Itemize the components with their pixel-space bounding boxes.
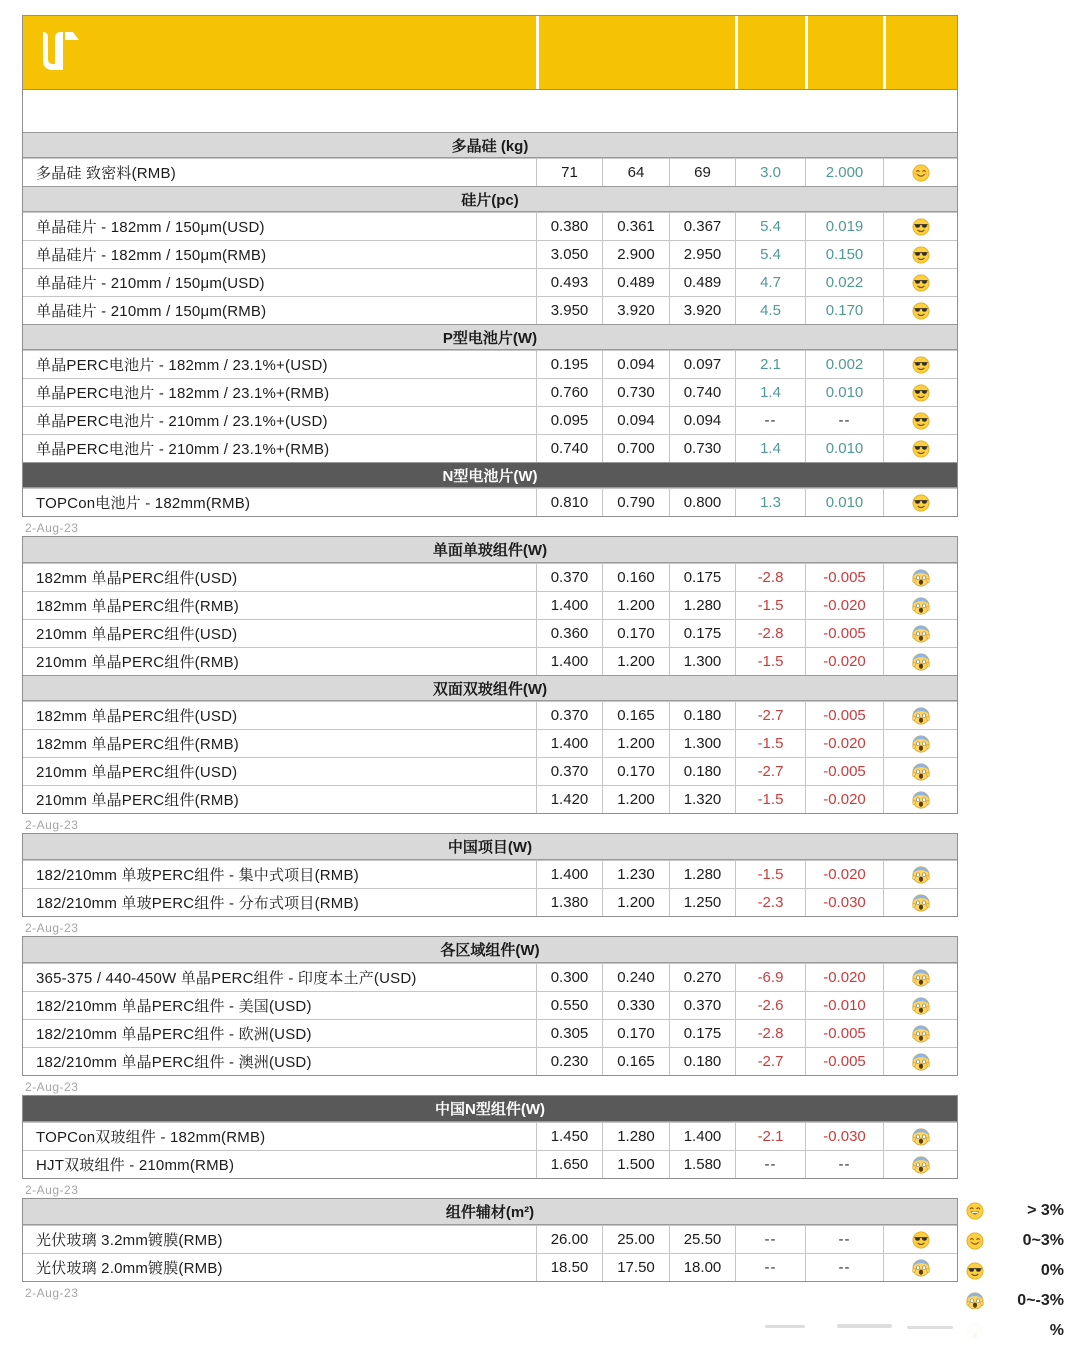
- price-high-cell: 0.380: [536, 213, 602, 240]
- cool-emoji-icon: [912, 384, 930, 402]
- price-avg-cell: 2.950: [669, 241, 735, 268]
- price-high-cell: 1.450: [536, 1123, 602, 1150]
- forecast-cell: [883, 592, 957, 619]
- scream-emoji-icon: [912, 997, 930, 1015]
- price-avg-cell: 0.097: [669, 351, 735, 378]
- price-avg-cell: 0.180: [669, 1048, 735, 1075]
- change-pct-cell: -2.6: [735, 992, 805, 1019]
- price-avg-cell: 0.175: [669, 1020, 735, 1047]
- price-avg-cell: 0.270: [669, 964, 735, 991]
- date-stamp: 2-Aug-23: [25, 521, 79, 535]
- price-high-cell: 0.493: [536, 269, 602, 296]
- scream-emoji-icon: [912, 969, 930, 987]
- product-name-cell: 182/210mm 单玻PERC组件 - 分布式项目(RMB): [36, 895, 359, 912]
- price-high-cell: 0.300: [536, 964, 602, 991]
- scream-emoji-icon: [912, 1259, 930, 1277]
- scream-emoji-icon: [912, 894, 930, 912]
- product-name-cell: 210mm 单晶PERC组件(USD): [36, 764, 238, 781]
- product-name-cell: 182mm 单晶PERC组件(USD): [36, 708, 238, 725]
- change-usd-cell: 0.150: [805, 241, 883, 268]
- price-high-cell: 26.00: [536, 1226, 602, 1253]
- scream-emoji-icon: [912, 707, 930, 725]
- change-pct-cell: -1.5: [735, 592, 805, 619]
- legend-label: > 3%: [1027, 1202, 1064, 1219]
- change-usd-cell: -0.020: [805, 964, 883, 991]
- table-row: [23, 434, 957, 462]
- change-usd-cell: -0.005: [805, 564, 883, 591]
- price-low-cell: 1.200: [602, 592, 669, 619]
- price-low-cell: 25.00: [602, 1226, 669, 1253]
- table-row: [23, 729, 957, 757]
- price-high-cell: 0.550: [536, 992, 602, 1019]
- price-low-cell: 0.700: [602, 435, 669, 462]
- cool-emoji-icon: [912, 412, 930, 430]
- table-group: [22, 536, 958, 814]
- cool-emoji-icon: [912, 494, 930, 512]
- table-row: [23, 991, 957, 1019]
- change-pct-cell: -2.7: [735, 1048, 805, 1075]
- change-usd-cell: -0.005: [805, 1020, 883, 1047]
- cool-emoji-icon: [912, 218, 930, 236]
- scream-emoji-icon: [912, 569, 930, 587]
- change-pct-cell: -2.1: [735, 1123, 805, 1150]
- scream-emoji-icon: [912, 625, 930, 643]
- date-stamp: 2-Aug-23: [25, 1080, 79, 1094]
- price-avg-cell: 0.489: [669, 269, 735, 296]
- forecast-cell: [883, 407, 957, 434]
- price-avg-cell: 1.320: [669, 786, 735, 813]
- table-row: [23, 1047, 957, 1075]
- change-pct-cell: -2.8: [735, 564, 805, 591]
- legend-label: 0~3%: [1022, 1232, 1064, 1249]
- price-low-cell: 0.730: [602, 379, 669, 406]
- change-pct-cell: -2.7: [735, 702, 805, 729]
- table-row: [23, 701, 957, 729]
- product-name-cell: 182mm 单晶PERC组件(USD): [36, 570, 238, 587]
- product-name-cell: 182/210mm 单晶PERC组件 - 美国(USD): [36, 998, 312, 1015]
- section-header: N型电池片(W): [23, 462, 957, 488]
- price-avg-cell: 69: [669, 159, 735, 186]
- table-row: [23, 268, 957, 296]
- change-pct-cell: -2.7: [735, 758, 805, 785]
- forecast-cell: [883, 786, 957, 813]
- change-pct-cell: 1.4: [735, 379, 805, 406]
- product-name-cell: 182mm 单晶PERC组件(RMB): [36, 598, 239, 615]
- change-pct-cell: -1.5: [735, 648, 805, 675]
- table-row: [23, 563, 957, 591]
- section-header: 中国N型组件(W): [23, 1096, 957, 1122]
- price-avg-cell: 0.094: [669, 407, 735, 434]
- price-low-cell: 1.200: [602, 889, 669, 916]
- change-pct-cell: -2.8: [735, 1020, 805, 1047]
- price-high-cell: 0.740: [536, 435, 602, 462]
- change-usd-cell: 2.000: [805, 159, 883, 186]
- forecast-cell: [883, 241, 957, 268]
- product-name-cell: 单晶PERC电池片 - 182mm / 23.1%+(RMB): [36, 385, 330, 402]
- scream-emoji-icon: [912, 653, 930, 671]
- change-usd-cell: -0.005: [805, 702, 883, 729]
- table-row: [23, 1122, 957, 1150]
- price-low-cell: 0.170: [602, 620, 669, 647]
- scream-emoji-icon: [912, 866, 930, 884]
- table-row: [23, 240, 957, 268]
- product-name-cell: 365-375 / 440-450W 单晶PERC组件 - 印度本土产(USD): [36, 970, 417, 987]
- change-pct-cell: 4.7: [735, 269, 805, 296]
- table-group: [22, 15, 958, 517]
- forecast-cell: [883, 620, 957, 647]
- price-avg-cell: 0.175: [669, 620, 735, 647]
- table-row: [23, 1019, 957, 1047]
- legend-item: [952, 1226, 1068, 1256]
- price-high-cell: 1.650: [536, 1151, 602, 1178]
- change-pct-cell: -1.5: [735, 861, 805, 888]
- price-high-cell: 0.370: [536, 702, 602, 729]
- price-low-cell: 1.230: [602, 861, 669, 888]
- table-group: [22, 1198, 958, 1282]
- price-avg-cell: 0.175: [669, 564, 735, 591]
- product-name-cell: TOPCon双玻组件 - 182mm(RMB): [36, 1129, 266, 1146]
- change-usd-cell: --: [805, 407, 883, 434]
- change-usd-cell: -0.020: [805, 786, 883, 813]
- price-low-cell: 1.200: [602, 786, 669, 813]
- product-name-cell: 单晶PERC电池片 - 182mm / 23.1%+(USD): [36, 357, 328, 374]
- price-low-cell: 0.165: [602, 1048, 669, 1075]
- change-pct-cell: 3.0: [735, 159, 805, 186]
- brand-header-cell: [23, 16, 536, 89]
- change-pct-column-header: [735, 16, 805, 89]
- change-usd-cell: -0.030: [805, 1123, 883, 1150]
- cool-emoji-icon: [912, 440, 930, 458]
- price-high-cell: 3.950: [536, 297, 602, 324]
- product-name-cell: 单晶硅片 - 210mm / 150μm(USD): [36, 275, 265, 292]
- change-pct-cell: -6.9: [735, 964, 805, 991]
- price-avg-cell: 0.180: [669, 758, 735, 785]
- table-row: [23, 591, 957, 619]
- price-low-cell: 0.094: [602, 407, 669, 434]
- legend-label: 0~-3%: [1017, 1292, 1064, 1309]
- forecast-cell: [883, 648, 957, 675]
- price-avg-cell: 1.280: [669, 861, 735, 888]
- smile-emoji-icon: [912, 164, 930, 182]
- table-row: [23, 888, 957, 916]
- price-avg-cell: 1.250: [669, 889, 735, 916]
- price-high-cell: 0.810: [536, 489, 602, 516]
- table-row: [23, 757, 957, 785]
- change-usd-cell: 0.002: [805, 351, 883, 378]
- product-name-cell: 182mm 单晶PERC组件(RMB): [36, 736, 239, 753]
- price-high-cell: 0.230: [536, 1048, 602, 1075]
- table-row: [23, 785, 957, 813]
- table-row: [23, 158, 957, 186]
- change-pct-cell: 5.4: [735, 213, 805, 240]
- change-usd-cell: -0.020: [805, 730, 883, 757]
- change-pct-cell: -1.5: [735, 730, 805, 757]
- forecast-cell: [883, 297, 957, 324]
- change-usd-cell: 0.019: [805, 213, 883, 240]
- change-usd-cell: -0.005: [805, 620, 883, 647]
- price-low-cell: 64: [602, 159, 669, 186]
- change-pct-cell: --: [735, 1226, 805, 1253]
- price-high-cell: 0.095: [536, 407, 602, 434]
- table-row: [23, 860, 957, 888]
- price-high-cell: 0.195: [536, 351, 602, 378]
- product-name-cell: 182/210mm 单晶PERC组件 - 澳洲(USD): [36, 1054, 312, 1071]
- scream-emoji-icon: [912, 763, 930, 781]
- change-usd-cell: -0.005: [805, 758, 883, 785]
- table-row: [23, 406, 957, 434]
- table-row: [23, 1253, 957, 1281]
- price-high-cell: 1.400: [536, 730, 602, 757]
- forecast-cell: [883, 213, 957, 240]
- price-low-cell: 3.920: [602, 297, 669, 324]
- price-low-cell: 2.900: [602, 241, 669, 268]
- price-avg-cell: 1.300: [669, 648, 735, 675]
- change-usd-cell: -0.005: [805, 1048, 883, 1075]
- scream-emoji-icon: [952, 1292, 984, 1310]
- scream-emoji-icon: [912, 1128, 930, 1146]
- date-stamp: 2-Aug-23: [25, 818, 79, 832]
- forecast-cell: [883, 992, 957, 1019]
- scream-emoji-icon: [912, 791, 930, 809]
- product-name-cell: 210mm 单晶PERC组件(RMB): [36, 792, 239, 809]
- price-high-cell: 71: [536, 159, 602, 186]
- table-row: [23, 296, 957, 324]
- cool-emoji-icon: [912, 274, 930, 292]
- price-avg-cell: 0.180: [669, 702, 735, 729]
- erased-watermark-overlay: [747, 1309, 1039, 1346]
- scream-emoji-icon: [912, 1053, 930, 1071]
- price-low-cell: 1.200: [602, 648, 669, 675]
- date-stamp: 2-Aug-23: [25, 1183, 79, 1197]
- forecast-cell: [883, 379, 957, 406]
- product-name-cell: 单晶硅片 - 210mm / 150μm(RMB): [36, 303, 267, 320]
- product-name-cell: 182/210mm 单晶PERC组件 - 欧洲(USD): [36, 1026, 312, 1043]
- table-row: [23, 212, 957, 240]
- grin-emoji-icon: [952, 1202, 984, 1220]
- legend-item: [952, 1196, 1068, 1226]
- table-row: [23, 647, 957, 675]
- forecast-cell: [883, 269, 957, 296]
- change-usd-cell: 0.010: [805, 489, 883, 516]
- price-low-cell: 0.240: [602, 964, 669, 991]
- product-name-cell: 单晶硅片 - 182mm / 150μm(USD): [36, 219, 265, 236]
- forecast-cell: [883, 1048, 957, 1075]
- price-low-cell: 0.160: [602, 564, 669, 591]
- change-usd-cell: --: [805, 1254, 883, 1281]
- scream-emoji-icon: [912, 1025, 930, 1043]
- change-usd-cell: 0.010: [805, 435, 883, 462]
- legend-label: %: [1049, 1322, 1064, 1339]
- section-header: 中国项目(W): [23, 834, 957, 860]
- price-avg-cell: 0.370: [669, 992, 735, 1019]
- change-usd-cell: 0.010: [805, 379, 883, 406]
- product-name-cell: TOPCon电池片 - 182mm(RMB): [36, 495, 251, 512]
- forecast-cell: [883, 758, 957, 785]
- forecast-cell: [883, 1151, 957, 1178]
- scream-emoji-icon: [912, 735, 930, 753]
- spot-price-column-header: [536, 16, 735, 89]
- change-usd-cell: -0.010: [805, 992, 883, 1019]
- change-pct-cell: 4.5: [735, 297, 805, 324]
- price-low-cell: 0.170: [602, 1020, 669, 1047]
- product-name-cell: 多晶硅 致密料(RMB): [36, 165, 176, 182]
- price-high-cell: 0.360: [536, 620, 602, 647]
- price-low-cell: 1.200: [602, 730, 669, 757]
- change-usd-cell: -0.020: [805, 592, 883, 619]
- price-low-cell: 1.500: [602, 1151, 669, 1178]
- table-row: [23, 1225, 957, 1253]
- cool-emoji-icon: [912, 246, 930, 264]
- price-avg-cell: 1.300: [669, 730, 735, 757]
- section-header: 多晶硅 (kg): [23, 132, 957, 158]
- scream-emoji-icon: [912, 1156, 930, 1174]
- price-low-cell: 1.280: [602, 1123, 669, 1150]
- forecast-cell: [883, 1226, 957, 1253]
- table-row: [23, 350, 957, 378]
- forecast-cell: [883, 489, 957, 516]
- table-group: [22, 936, 958, 1076]
- infolink-logo-icon: [37, 28, 81, 74]
- table-row: [23, 378, 957, 406]
- yellow-header-band: [23, 16, 957, 89]
- forecast-cell: [883, 702, 957, 729]
- section-header: 组件辅材(m²): [23, 1199, 957, 1225]
- table-row: [23, 963, 957, 991]
- table-group: [22, 833, 958, 917]
- change-pct-cell: 2.1: [735, 351, 805, 378]
- section-header: 单面单玻组件(W): [23, 537, 957, 563]
- price-low-cell: 0.790: [602, 489, 669, 516]
- change-usd-cell: -0.020: [805, 648, 883, 675]
- scream-emoji-icon: [912, 597, 930, 615]
- change-pct-cell: 1.3: [735, 489, 805, 516]
- product-name-cell: 单晶PERC电池片 - 210mm / 23.1%+(RMB): [36, 441, 330, 458]
- product-name-cell: 单晶PERC电池片 - 210mm / 23.1%+(USD): [36, 413, 328, 430]
- product-name-cell: HJT双玻组件 - 210mm(RMB): [36, 1157, 235, 1174]
- price-low-cell: 0.489: [602, 269, 669, 296]
- price-high-cell: 1.420: [536, 786, 602, 813]
- forecast-cell: [883, 730, 957, 757]
- change-usd-cell: -0.030: [805, 889, 883, 916]
- table-row: [23, 488, 957, 516]
- price-low-cell: 0.361: [602, 213, 669, 240]
- product-name-cell: 210mm 单晶PERC组件(RMB): [36, 654, 239, 671]
- price-high-cell: 0.760: [536, 379, 602, 406]
- price-avg-cell: 0.800: [669, 489, 735, 516]
- change-pct-cell: --: [735, 1151, 805, 1178]
- section-header: P型电池片(W): [23, 324, 957, 350]
- section-header: 双面双玻组件(W): [23, 675, 957, 701]
- legend-label: 0%: [1040, 1262, 1064, 1279]
- change-usd-cell: -0.020: [805, 861, 883, 888]
- cool-emoji-icon: [912, 356, 930, 374]
- table-group: [22, 1095, 958, 1179]
- price-avg-cell: 0.740: [669, 379, 735, 406]
- change-pct-cell: -2.3: [735, 889, 805, 916]
- section-header: 各区域组件(W): [23, 937, 957, 963]
- section-header: 硅片(pc): [23, 186, 957, 212]
- change-pct-cell: --: [735, 1254, 805, 1281]
- forecast-cell: [883, 435, 957, 462]
- change-pct-cell: 5.4: [735, 241, 805, 268]
- price-table: [22, 15, 958, 1301]
- cool-emoji-icon: [952, 1262, 984, 1280]
- price-avg-cell: 18.00: [669, 1254, 735, 1281]
- date-stamp: 2-Aug-23: [25, 1286, 79, 1300]
- price-avg-cell: 1.400: [669, 1123, 735, 1150]
- price-low-cell: 0.170: [602, 758, 669, 785]
- change-usd-cell: 0.170: [805, 297, 883, 324]
- price-high-cell: 3.050: [536, 241, 602, 268]
- price-high-cell: 1.400: [536, 592, 602, 619]
- cool-emoji-icon: [912, 302, 930, 320]
- product-name-cell: 210mm 单晶PERC组件(USD): [36, 626, 238, 643]
- price-avg-cell: 3.920: [669, 297, 735, 324]
- forecast-cell: [883, 861, 957, 888]
- price-high-cell: 1.400: [536, 648, 602, 675]
- change-usd-cell: 0.022: [805, 269, 883, 296]
- forecast-cell: [883, 1020, 957, 1047]
- forecast-cell: [883, 351, 957, 378]
- price-high-cell: 0.370: [536, 564, 602, 591]
- change-usd-cell: --: [805, 1226, 883, 1253]
- product-name-cell: 182/210mm 单玻PERC组件 - 集中式项目(RMB): [36, 867, 359, 884]
- cool-emoji-icon: [912, 1231, 930, 1249]
- change-pct-cell: 1.4: [735, 435, 805, 462]
- forecast-cell: [883, 159, 957, 186]
- table-row: [23, 1150, 957, 1178]
- legend-item: [952, 1256, 1068, 1286]
- price-low-cell: 0.094: [602, 351, 669, 378]
- forecast-cell: [883, 564, 957, 591]
- price-low-cell: 0.165: [602, 702, 669, 729]
- price-high-cell: 0.305: [536, 1020, 602, 1047]
- date-stamp: 2-Aug-23: [25, 921, 79, 935]
- change-pct-cell: -1.5: [735, 786, 805, 813]
- infolink-logo: [37, 28, 89, 74]
- price-low-cell: 17.50: [602, 1254, 669, 1281]
- forecast-cell: [883, 964, 957, 991]
- product-name-cell: 光伏玻璃 2.0mm镀膜(RMB): [36, 1260, 223, 1277]
- forecast-cell: [883, 889, 957, 916]
- change-pct-cell: --: [735, 407, 805, 434]
- price-avg-cell: 1.280: [669, 592, 735, 619]
- change-usd-cell: --: [805, 1151, 883, 1178]
- price-high-cell: 1.400: [536, 861, 602, 888]
- change-usd-column-header: [805, 16, 883, 89]
- price-high-cell: 1.380: [536, 889, 602, 916]
- forecast-cell: [883, 1254, 957, 1281]
- forecast-cell: [883, 1123, 957, 1150]
- forecast-column-header: [883, 16, 957, 89]
- price-high-cell: 0.370: [536, 758, 602, 785]
- price-low-cell: 0.330: [602, 992, 669, 1019]
- product-name-cell: 光伏玻璃 3.2mm镀膜(RMB): [36, 1232, 223, 1249]
- smile-emoji-icon: [952, 1232, 984, 1250]
- product-name-cell: 单晶硅片 - 182mm / 150μm(RMB): [36, 247, 267, 264]
- price-avg-cell: 25.50: [669, 1226, 735, 1253]
- table-row: [23, 619, 957, 647]
- price-note: [23, 89, 957, 132]
- price-high-cell: 18.50: [536, 1254, 602, 1281]
- price-avg-cell: 0.367: [669, 213, 735, 240]
- price-avg-cell: 1.580: [669, 1151, 735, 1178]
- change-pct-cell: -2.8: [735, 620, 805, 647]
- price-avg-cell: 0.730: [669, 435, 735, 462]
